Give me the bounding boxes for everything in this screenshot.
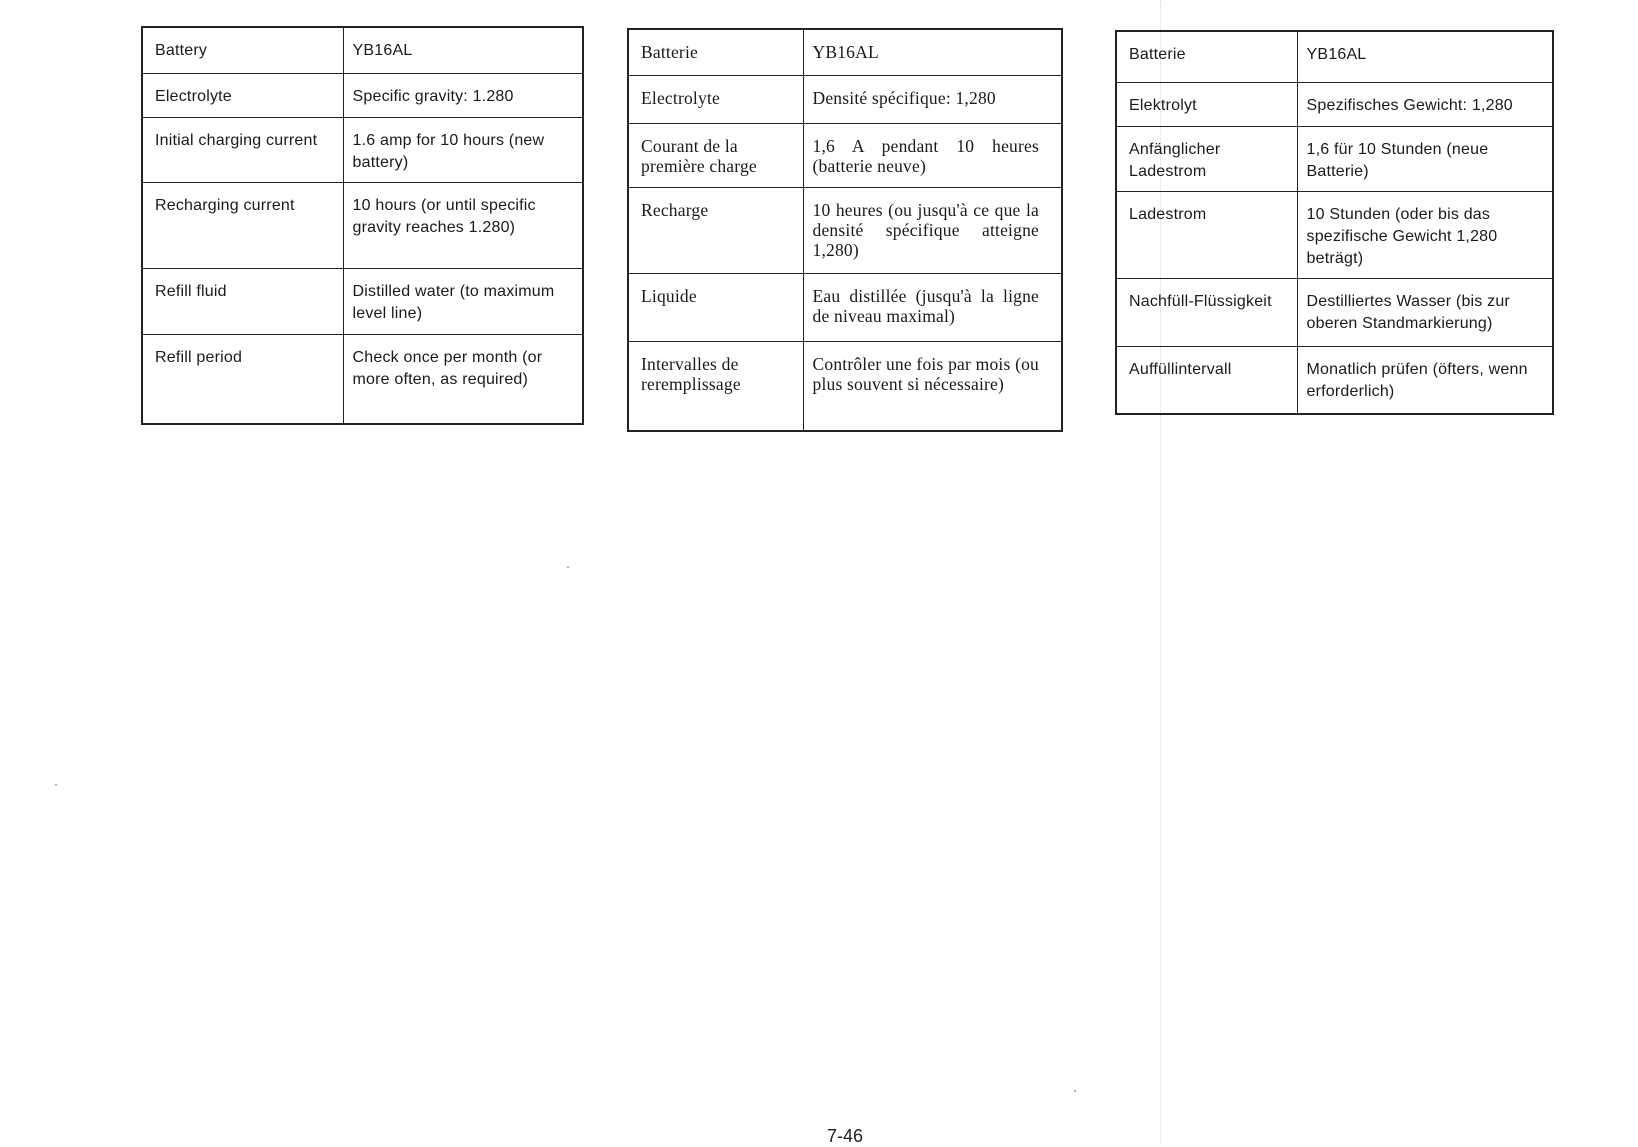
row-value: Check once per month (or more often, as required) bbox=[343, 334, 583, 424]
scan-speck bbox=[55, 784, 57, 786]
table-row bbox=[142, 334, 583, 424]
row-value: 10 heures (ou jusqu'à ce que la densité spécifique atteigne 1,280) bbox=[803, 187, 1062, 273]
row-value: YB16AL bbox=[343, 27, 583, 73]
row-value: Specific gravity: 1.280 bbox=[343, 73, 583, 117]
row-label: Battery bbox=[142, 27, 343, 73]
row-value: Distilled water (to maximum level line) bbox=[343, 268, 583, 334]
row-label: Anfänglicher Ladestrom bbox=[1116, 126, 1297, 191]
row-value: Spezifisches Gewicht: 1,280 bbox=[1297, 82, 1553, 126]
row-label: Elektrolyt bbox=[1116, 82, 1297, 126]
row-value: 1,6 für 10 Stunden (neue Batterie) bbox=[1297, 126, 1553, 191]
row-label: Intervalles de reremplissage bbox=[628, 341, 803, 431]
battery-spec-table-german bbox=[1115, 30, 1554, 415]
battery-spec-table-english bbox=[141, 26, 584, 425]
table-row bbox=[628, 29, 1062, 75]
row-value: 10 hours (or until specific gravity reaches 1.280) bbox=[343, 182, 583, 268]
table-row bbox=[628, 123, 1062, 187]
page-number: 7-46 bbox=[826, 1126, 864, 1146]
battery-spec-table-french bbox=[627, 28, 1063, 432]
row-value: Monatlich prüfen (öfters, wenn erforderlich) bbox=[1297, 346, 1553, 414]
row-label: Ladestrom bbox=[1116, 191, 1297, 278]
row-value: 1.6 amp for 10 hours (new battery) bbox=[343, 117, 583, 182]
table-row bbox=[142, 182, 583, 268]
row-value: Eau distillée (jusqu'à la ligne de niveau maximal) bbox=[803, 273, 1062, 341]
table-row bbox=[142, 268, 583, 334]
table-row bbox=[1116, 31, 1553, 82]
row-value: YB16AL bbox=[1297, 31, 1553, 82]
table-row bbox=[1116, 191, 1553, 278]
table-row bbox=[142, 27, 583, 73]
scan-speck bbox=[567, 566, 569, 568]
row-value: 10 Stunden (oder bis das spezifische Gewicht 1,280 beträgt) bbox=[1297, 191, 1553, 278]
table-row bbox=[1116, 126, 1553, 191]
row-label: Recharge bbox=[628, 187, 803, 273]
row-label: Electrolyte bbox=[628, 75, 803, 123]
table-row bbox=[628, 341, 1062, 431]
scan-speck bbox=[1074, 1090, 1076, 1092]
table-row bbox=[142, 73, 583, 117]
table-row bbox=[1116, 278, 1553, 346]
row-label: Electrolyte bbox=[142, 73, 343, 117]
table-row bbox=[1116, 82, 1553, 126]
row-label: Auffüllintervall bbox=[1116, 346, 1297, 414]
row-value: YB16AL bbox=[803, 29, 1062, 75]
row-value: Densité spécifique: 1,280 bbox=[803, 75, 1062, 123]
row-value: Contrôler une fois par mois (ou plus souvent si nécessaire) bbox=[803, 341, 1062, 431]
row-label: Recharging current bbox=[142, 182, 343, 268]
table-row bbox=[628, 187, 1062, 273]
table-row bbox=[1116, 346, 1553, 414]
table-row bbox=[628, 75, 1062, 123]
table-row bbox=[142, 117, 583, 182]
row-value: Destilliertes Wasser (bis zur oberen Standmarkierung) bbox=[1297, 278, 1553, 346]
row-label: Initial charging current bbox=[142, 117, 343, 182]
row-value: 1,6 A pendant 10 heures (batterie neuve) bbox=[803, 123, 1062, 187]
row-label: Refill period bbox=[142, 334, 343, 424]
row-label: Batterie bbox=[1116, 31, 1297, 82]
row-label: Liquide bbox=[628, 273, 803, 341]
table-row bbox=[628, 273, 1062, 341]
row-label: Batterie bbox=[628, 29, 803, 75]
row-label: Nachfüll-Flüssigkeit bbox=[1116, 278, 1297, 346]
row-label: Courant de la première charge bbox=[628, 123, 803, 187]
row-label: Refill fluid bbox=[142, 268, 343, 334]
